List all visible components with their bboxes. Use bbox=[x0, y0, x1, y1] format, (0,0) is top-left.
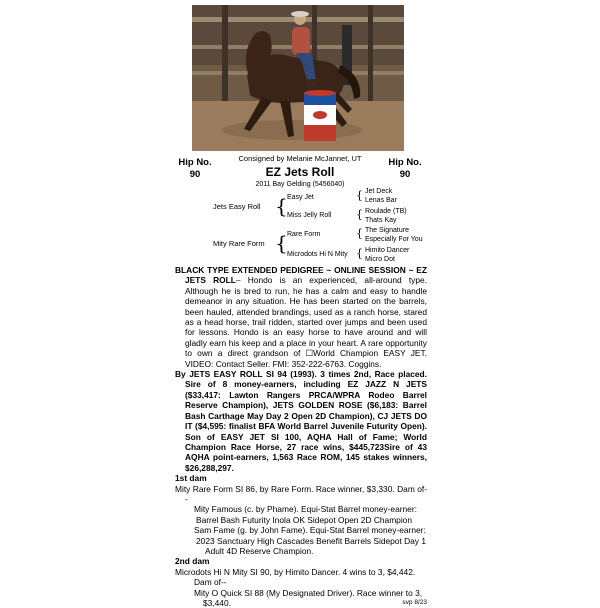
produce-text: Mity O Quick SI 88 (My Designated Driver). Race winner to 3, $3,440. bbox=[194, 587, 423, 608]
first-dam-heading: 1st dam bbox=[175, 473, 207, 484]
second-dam-heading: 2nd dam bbox=[175, 556, 210, 567]
hip-label: Hip No. bbox=[178, 157, 212, 168]
produce-entry: Mity Famous (c. by Phame). Equi-Stat Barrel money-earner: bbox=[194, 504, 417, 515]
consigner-line: Consigned by Melanie McJannet, UT bbox=[238, 154, 362, 163]
pedigree-brace: { bbox=[356, 227, 363, 240]
horse-and-rider-image bbox=[192, 5, 404, 151]
hip-number: 90 bbox=[399, 169, 411, 180]
pedigree-sdd: Thats Kay bbox=[365, 217, 397, 224]
intro-paragraph bbox=[175, 265, 427, 369]
produce-entry bbox=[175, 588, 427, 608]
hip-label: Hip No. bbox=[388, 157, 422, 168]
pedigree-dds: Himito Dancer bbox=[365, 247, 410, 254]
pedigree-sss: Jet Deck bbox=[365, 188, 393, 195]
pedigree-ssd: Lenas Bar bbox=[365, 197, 397, 204]
pedigree-dsd: Especially For You bbox=[365, 236, 423, 243]
second-dam-line: Microdots Hi N Mity SI 90, by Himito Dancer. 4 wins to 3, $4,442. bbox=[175, 566, 416, 577]
pedigree-sire: Jets Easy Roll bbox=[213, 202, 261, 211]
footer-code: svp 8/23 bbox=[402, 599, 427, 606]
pedigree-sds: Roulade (TB) bbox=[365, 208, 407, 215]
pedigree-ddd: Micro Dot bbox=[365, 256, 395, 263]
horse-name: EZ Jets Roll bbox=[265, 165, 335, 179]
sire-paragraph: By JETS EASY ROLL SI 94 (1993). 3 times 2nd, Race placed. Sire of 8 money-earners, including EZ JAZZ N JETS ($33,417: Lawton Rangers PRCA/WPRA Rodeo Barrel Reserve Champion), JETS GOLDEN ROSE ($6,183: Barrel Bash Carthage May Day 2 Open 2D Champion), CJ JETS DO IT ($4,595: finalist BFA World Barrel Juvenile Futurity Open). Son of EASY JET SI 100, AQHA Hall of Fame; World Champion Race Horse, 27 race wins, $445,723Sire of 43 AQHA point-earners, 1,563 Race ROM, 145 stakes winners, $26,288,297. bbox=[175, 369, 427, 473]
horse-description: 2011 Bay Gelding (5456040) bbox=[255, 181, 345, 188]
intro-heading: BLACK TYPE EXTENDED PEDIGREE ~ ONLINE SESSION ~ EZ JETS ROLL bbox=[175, 265, 427, 286]
pedigree-dam-sire: Rare Form bbox=[287, 231, 321, 238]
pedigree-brace: { bbox=[356, 247, 363, 260]
hip-number: 90 bbox=[189, 169, 201, 180]
pedigree-brace: { bbox=[356, 189, 363, 202]
first-dam-line: Mity Rare Form SI 86, by Rare Form. Race winner, $3,330. Dam of-- bbox=[175, 483, 427, 504]
barrel-racing-photo bbox=[192, 5, 404, 151]
second-dam-of: Dam of-- bbox=[194, 577, 227, 588]
pedigree-dss: The Signature bbox=[365, 227, 409, 234]
catalog-text bbox=[175, 265, 427, 608]
intro-text: – Hondo is an experienced, all-around type. Although he is bred to run, he has a calm and easy to handle demeanor in any situation. He has been started on the barrels, been hauled, attended brandings, used as a ranch horse, stared as a head horse, trail ridden, started over jumps and been used for lessons. Hondo is an easy horse to have around and will gladly earn his keep and a place in your heart. A rare opportunity to own a direct grandson of ☐World Champion EASY JET. VIDEO: Contact Seller. FMI: 352-222-6763. Coggins. bbox=[185, 275, 427, 369]
pedigree-dam-dam: Microdots Hi N Mity bbox=[287, 251, 348, 258]
produce-award: 2023 Sanctuary High Cascades Benefit Barrels Sidepot Day 1 Adult 4D Reserve Champion. bbox=[196, 535, 426, 556]
pedigree-sire-sire: Easy Jet bbox=[287, 194, 314, 201]
pedigree-sire-dam: Miss Jelly Roll bbox=[287, 212, 332, 219]
pedigree-dam: Mity Rare Form bbox=[213, 239, 265, 248]
pedigree-brace: { bbox=[275, 231, 288, 255]
pedigree-brace: { bbox=[275, 194, 288, 218]
pedigree-brace: { bbox=[356, 208, 363, 221]
produce-award: Barrel Bash Futurity Inola OK Sidepot Open 2D Champion bbox=[196, 514, 412, 525]
produce-entry: Sam Fame (g. by John Fame). Equi-Stat Barrel money-earner: bbox=[194, 525, 426, 536]
